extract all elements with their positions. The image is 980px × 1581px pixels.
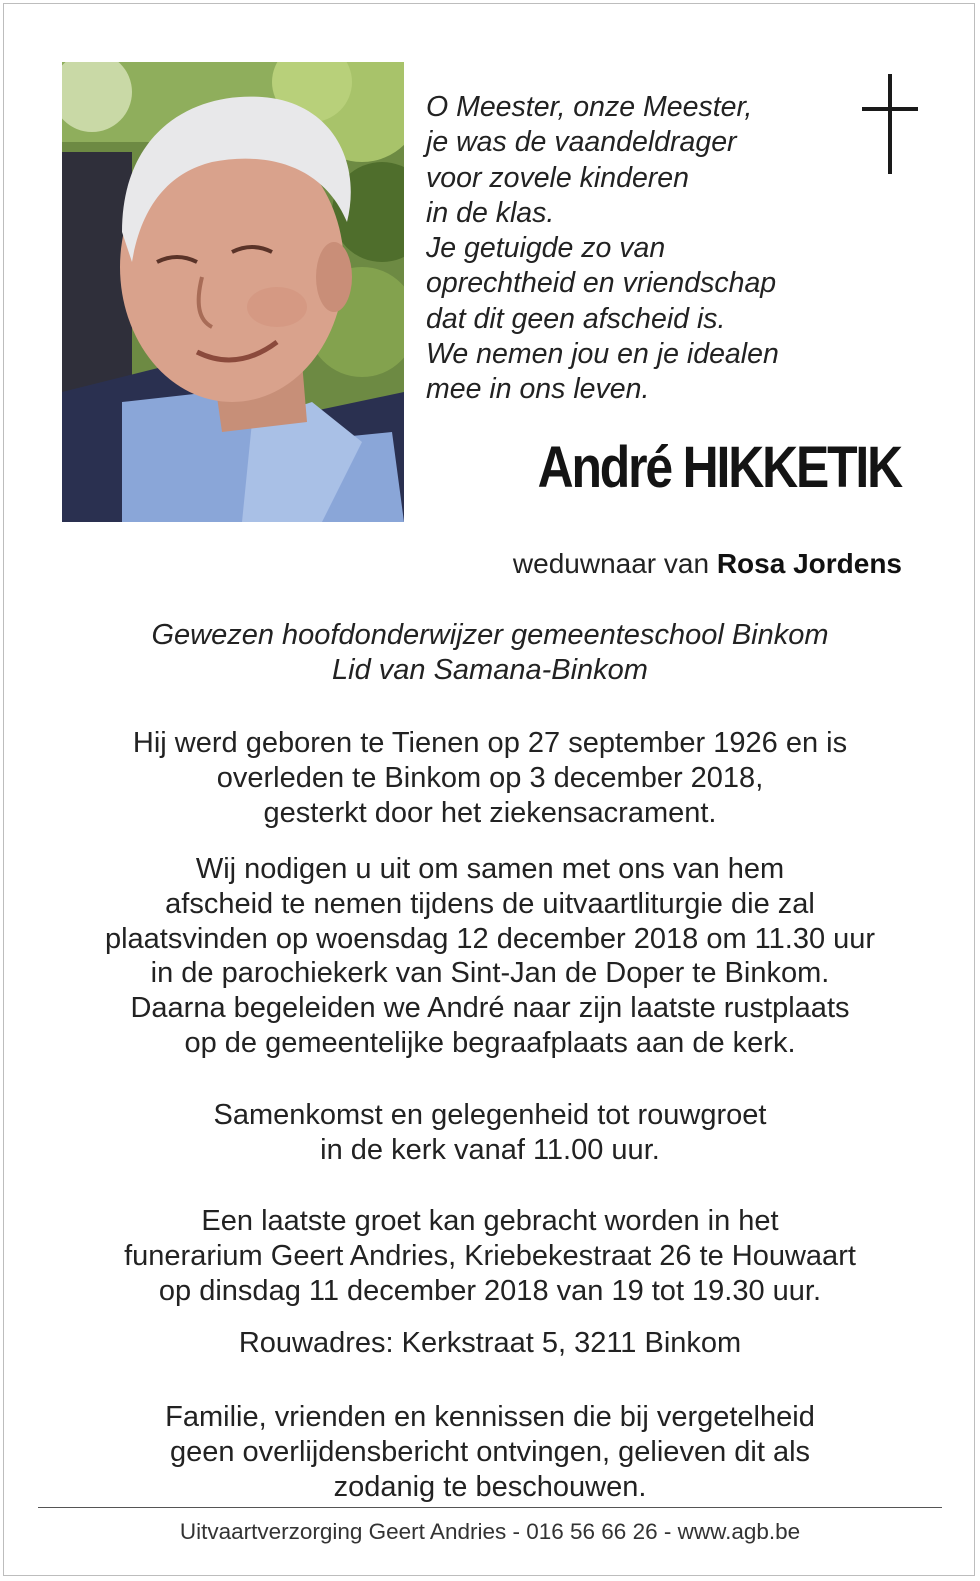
farewell-block	[24, 1204, 956, 1308]
text-line: Familie, vrienden en kennissen die bij vergetelheid	[165, 1401, 815, 1433]
text-line: Een laatste groet kan gebracht worden in het	[201, 1205, 779, 1237]
portrait-photo	[62, 62, 404, 522]
text-line: gesterkt door het ziekensacrament.	[263, 796, 717, 829]
roles-block	[24, 618, 956, 688]
text-line: Daarna begeleiden we André naar zijn laatste rustplaats	[130, 992, 850, 1025]
poem-line: je was de vaandeldrager	[426, 126, 737, 159]
widower-prefix: weduwnaar van	[512, 548, 717, 579]
poem-line: O Meester, onze Meester,	[426, 91, 753, 123]
text-line: Samenkomst en gelegenheid tot rouwgroet	[213, 1099, 767, 1131]
text-line: in de parochiekerk van Sint-Jan de Doper te Binkom.	[150, 957, 830, 990]
text-line: op de gemeentelijke begraafplaats aan de kerk.	[184, 1026, 796, 1059]
footer-contact: Uitvaartverzorging Geert Andries - 016 56 66 26 - www.agb.be	[179, 1519, 801, 1544]
cross-icon	[862, 74, 920, 174]
text-line: in de kerk vanaf 11.00 uur.	[320, 1133, 660, 1166]
footer-divider	[38, 1507, 942, 1508]
poem-line: Je getuigde zo van	[426, 232, 666, 265]
poem-line: mee in ons leven.	[426, 373, 650, 406]
text-line: op dinsdag 11 december 2018 van 19 tot 19.30 uur.	[158, 1274, 822, 1307]
text-line: Wij nodigen u uit om samen met ons van hem	[195, 853, 785, 885]
address-block	[24, 1326, 956, 1361]
text-line: Hij werd geboren te Tienen op 27 september 1926 en is	[132, 727, 848, 759]
poem-line: oprechtheid en vriendschap	[426, 267, 777, 300]
poem-line: We nemen jou en je idealen	[426, 338, 779, 371]
role-line: Lid van Samana-Binkom	[332, 653, 648, 686]
invitation-block	[24, 852, 956, 1061]
text-line: zodanig te beschouwen.	[333, 1470, 647, 1503]
text-line: geen overlijdensbericht ontvingen, gelieven dit als	[169, 1435, 811, 1468]
widower-line	[304, 548, 902, 580]
poem-line: voor zovele kinderen	[426, 161, 689, 194]
birth-death-block	[24, 726, 956, 830]
poem-line: in de klas.	[426, 196, 555, 229]
deceased-name: André HIKKETIK	[537, 435, 901, 500]
obituary-card	[3, 3, 975, 1576]
poem-verse	[426, 90, 846, 408]
address-line: Rouwadres: Kerkstraat 5, 3211 Binkom	[238, 1327, 742, 1359]
text-line: overleden te Binkom op 3 december 2018,	[216, 761, 764, 794]
text-line: plaatsvinden op woensdag 12 december 2018 om 11.30 uur	[104, 922, 876, 955]
notice-block	[24, 1400, 956, 1504]
gathering-block	[24, 1098, 956, 1168]
role-line: Gewezen hoofdonderwijzer gemeenteschool Binkom	[151, 619, 829, 651]
text-line: afscheid te nemen tijdens de uitvaartliturgie die zal	[165, 887, 815, 920]
poem-line: dat dit geen afscheid is.	[426, 302, 726, 335]
text-line: funerarium Geert Andries, Kriebekestraat 26 te Houwaart	[124, 1239, 856, 1272]
spouse-name: Rosa Jordens	[716, 548, 902, 579]
